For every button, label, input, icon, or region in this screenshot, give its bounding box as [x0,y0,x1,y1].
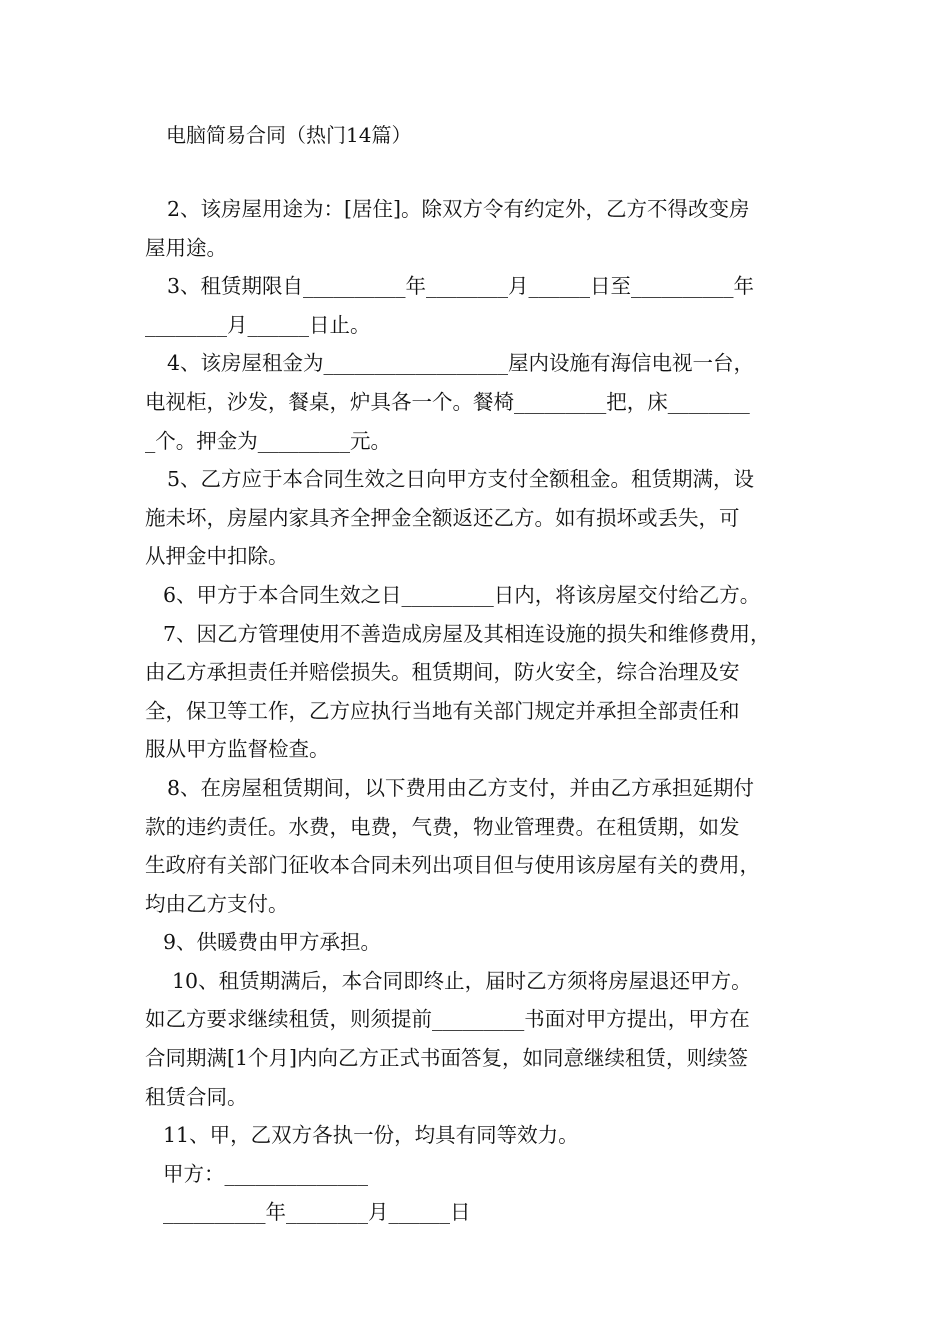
clause-8-line-2: 款的违约责任。水费，电费，气费，物业管理费。在租赁期，如发 [145,814,740,839]
party-a-signature-line: 甲方：______________ [163,1161,368,1186]
document-title: 电脑简易合同（热门14篇） [166,123,412,147]
clause-6-line-1: 6、甲方于本合同生效之日_________日内，将该房屋交付给乙方。 [163,582,761,607]
clause-7-line-1: 7、因乙方管理使用不善造成房屋及其相连设施的损失和维修费用， [163,621,771,646]
clause-8-line-1: 8、在房屋租赁期间，以下费用由乙方支付，并由乙方承担延期付 [167,775,755,800]
clause-7-line-3: 全，保卫等工作，乙方应执行当地有关部门规定并承担全部责任和 [145,698,740,723]
clause-10-line-3: 合同期满[1个月]内向乙方正式书面答复，如同意继续租赁，则续签 [145,1046,749,1071]
clause-10-line-4: 租赁合同。 [145,1084,248,1109]
clause-8-line-4: 均由乙方支付。 [145,891,289,916]
clause-2-line-2: 屋用途。 [145,235,227,260]
clause-9-line-1: 9、供暖费由甲方承担。 [163,930,382,955]
signature-date-line: __________年________月______日 [163,1200,471,1225]
clause-4-line-3: _个。押金为_________元。 [145,428,391,453]
clause-7-line-4: 服从甲方监督检查。 [145,737,330,762]
clause-5-line-2: 施未坏，房屋内家具齐全押金全额返还乙方。如有损坏或丢失，可 [145,505,740,530]
clause-5-line-1: 5、乙方应于本合同生效之日向甲方支付全额租金。租赁期满，设 [167,467,755,492]
clause-8-line-3: 生政府有关部门征收本合同未列出项目但与使用该房屋有关的费用， [145,853,760,878]
clause-4-line-1: 4、该房屋租金为__________________屋内设施有海信电视一台， [167,351,755,376]
contract-body [145,190,825,1232]
clause-3-line-2: ________月______日止。 [145,312,371,337]
clause-5-line-3: 从押金中扣除。 [145,544,289,569]
clause-11-line-1: 11、甲，乙双方各执一份，均具有同等效力。 [163,1123,579,1148]
clause-10-line-2: 如乙方要求继续租赁，则须提前_________书面对甲方提出，甲方在 [145,1007,750,1032]
clause-7-line-2: 由乙方承担责任并赔偿损失。租赁期间，防火安全，综合治理及安 [145,660,740,685]
clause-10-line-1: 10、租赁期满后，本合同即终止，届时乙方须将房屋退还甲方。 [172,968,752,993]
clause-2-line-1: 2、该房屋用途为：[居住]。除双方令有约定外，乙方不得改变房 [167,197,750,221]
clause-3-line-1: 3、租赁期限自__________年________月______日至__________年 [167,274,755,299]
clause-4-line-2: 电视柜，沙发，餐桌，炉具各一个。餐椅_________把，床________ [145,389,750,414]
